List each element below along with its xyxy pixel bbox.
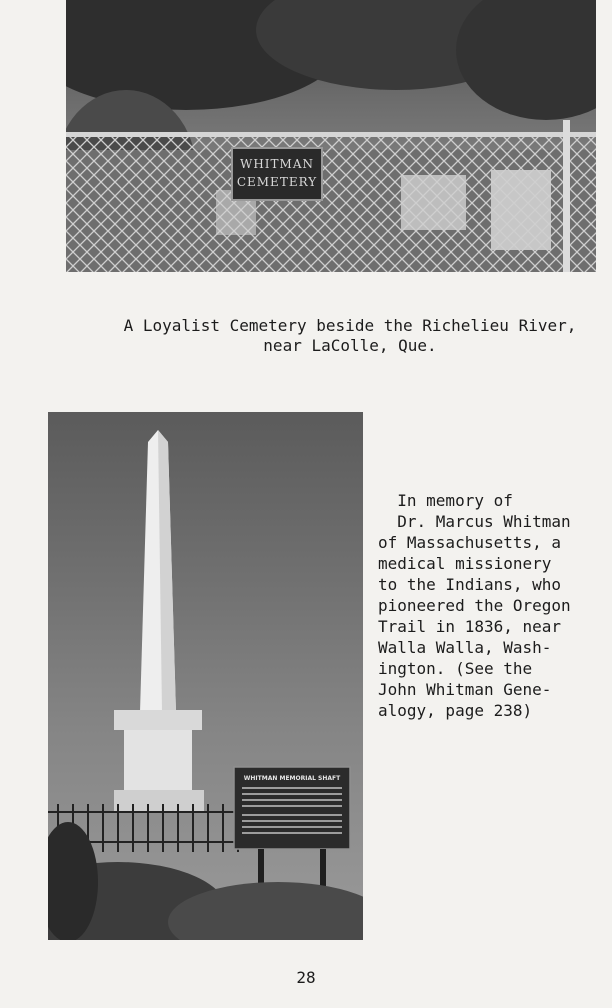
page-number: 28 [296,968,316,987]
memorial-text-line: alogy, page 238) [378,701,533,720]
cemetery-photo-graphic [66,0,596,272]
memorial-text-line: Trail in 1836, near [378,617,562,636]
memorial-shaft-graphic [48,412,363,940]
cemetery-sign-line1: WHITMAN [240,157,314,171]
memorial-text-line: pioneered the Oregon [378,596,571,615]
memorial-text-line: Walla Walla, Wash- [378,638,552,657]
cemetery-caption [80,316,612,356]
caption-line-2: near LaColle, Que. [263,336,437,355]
memorial-text-line: ington. (See the [378,659,533,678]
memorial-text-line: medical missionery [378,554,552,573]
memorial-text-line: John Whitman Gene- [378,680,552,699]
memorial-text-line: In memory of [378,491,513,510]
cemetery-sign-line2: CEMETERY [236,175,318,189]
memorial-description [378,490,608,721]
memorial-text-line: to the Indians, who [378,575,562,594]
memorial-shaft-photo [48,412,363,940]
caption-line-1: A Loyalist Cemetery beside the Richelieu River, [123,316,577,335]
cemetery-photo [66,0,596,272]
plaque-title: WHITMAN MEMORIAL SHAFT [243,775,341,782]
memorial-text-line: of Massachusetts, a [378,533,562,552]
memorial-text-line: Dr. Marcus Whitman [378,512,571,531]
